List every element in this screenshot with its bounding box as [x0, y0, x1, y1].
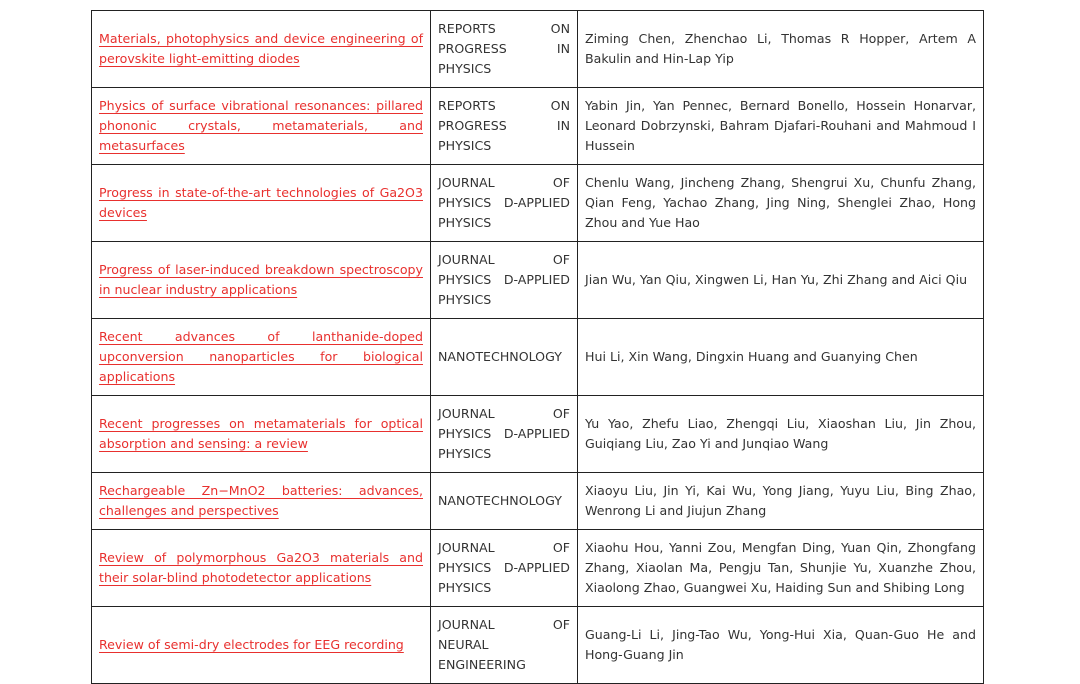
journal-cell: JOURNAL OF PHYSICS D-APPLIED PHYSICS	[431, 165, 578, 242]
journal-cell: JOURNAL OF PHYSICS D-APPLIED PHYSICS	[431, 396, 578, 473]
paper-title-link[interactable]: Recent progresses on metamaterials for optical absorption and sensing: a review	[99, 416, 423, 451]
table-row	[92, 473, 984, 530]
table-row	[92, 396, 984, 473]
paper-title-link[interactable]: Progress of laser-induced breakdown spectroscopy in nuclear industry applications	[99, 262, 423, 297]
journal-cell: JOURNAL OF PHYSICS D-APPLIED PHYSICS	[431, 530, 578, 607]
authors-cell: Xiaoyu Liu, Jin Yi, Kai Wu, Yong Jiang, Yuyu Liu, Bing Zhao, Wenrong Li and Jiujun Zhang	[578, 473, 984, 530]
title-cell	[92, 473, 431, 530]
table-row	[92, 607, 984, 684]
journal-cell: JOURNAL OF NEURAL ENGINEERING	[431, 607, 578, 684]
title-cell	[92, 165, 431, 242]
paper-title-link[interactable]: Rechargeable Zn−MnO2 batteries: advances, challenges and perspectives	[99, 483, 423, 518]
journal-cell: REPORTS ON PROGRESS IN PHYSICS	[431, 88, 578, 165]
title-cell	[92, 88, 431, 165]
table-row	[92, 88, 984, 165]
authors-cell: Yu Yao, Zhefu Liao, Zhengqi Liu, Xiaoshan Liu, Jin Zhou, Guiqiang Liu, Zao Yi and Junqiao Wang	[578, 396, 984, 473]
title-cell	[92, 319, 431, 396]
paper-title-link[interactable]: Recent advances of lanthanide-doped upconversion nanoparticles for biological applications	[99, 329, 423, 384]
authors-cell: Jian Wu, Yan Qiu, Xingwen Li, Han Yu, Zhi Zhang and Aici Qiu	[578, 242, 984, 319]
title-cell	[92, 607, 431, 684]
paper-title-link[interactable]: Review of semi-dry electrodes for EEG recording	[99, 637, 404, 652]
table-row	[92, 11, 984, 88]
table-row	[92, 319, 984, 396]
title-cell	[92, 242, 431, 319]
journal-cell: NANOTECHNOLOGY	[431, 319, 578, 396]
authors-cell: Guang-Li Li, Jing-Tao Wu, Yong-Hui Xia, Quan-Guo He and Hong-Guang Jin	[578, 607, 984, 684]
journal-cell: REPORTS ON PROGRESS IN PHYSICS	[431, 11, 578, 88]
paper-title-link[interactable]: Physics of surface vibrational resonances: pillared phononic crystals, metamaterials, and metasurfaces	[99, 98, 423, 153]
authors-cell: Chenlu Wang, Jincheng Zhang, Shengrui Xu, Chunfu Zhang, Qian Feng, Yachao Zhang, Jing Ning, Shenglei Zhao, Hong Zhou and Yue Hao	[578, 165, 984, 242]
title-cell	[92, 396, 431, 473]
journal-cell: JOURNAL OF PHYSICS D-APPLIED PHYSICS	[431, 242, 578, 319]
papers-table	[91, 10, 984, 684]
authors-cell: Yabin Jin, Yan Pennec, Bernard Bonello, Hossein Honarvar, Leonard Dobrzynski, Bahram Djafari-Rouhani and Mahmoud I Hussein	[578, 88, 984, 165]
title-cell	[92, 530, 431, 607]
paper-title-link[interactable]: Progress in state-of-the-art technologies of Ga2O3 devices	[99, 185, 423, 220]
table-row	[92, 165, 984, 242]
table-row	[92, 242, 984, 319]
table-row	[92, 530, 984, 607]
papers-table-body	[92, 11, 984, 684]
paper-title-link[interactable]: Review of polymorphous Ga2O3 materials and their solar-blind photodetector applications	[99, 550, 423, 585]
title-cell	[92, 11, 431, 88]
journal-cell: NANOTECHNOLOGY	[431, 473, 578, 530]
authors-cell: Xiaohu Hou, Yanni Zou, Mengfan Ding, Yuan Qin, Zhongfang Zhang, Xiaolan Ma, Pengju Tan, Shunjie Yu, Xuanzhe Zhou, Xiaolong Zhao, Guangwei Xu, Haiding Sun and Shibing Long	[578, 530, 984, 607]
paper-title-link[interactable]: Materials, photophysics and device engineering of perovskite light-emitting diodes	[99, 31, 423, 66]
authors-cell: Hui Li, Xin Wang, Dingxin Huang and Guanying Chen	[578, 319, 984, 396]
authors-cell: Ziming Chen, Zhenchao Li, Thomas R Hopper, Artem A Bakulin and Hin-Lap Yip	[578, 11, 984, 88]
